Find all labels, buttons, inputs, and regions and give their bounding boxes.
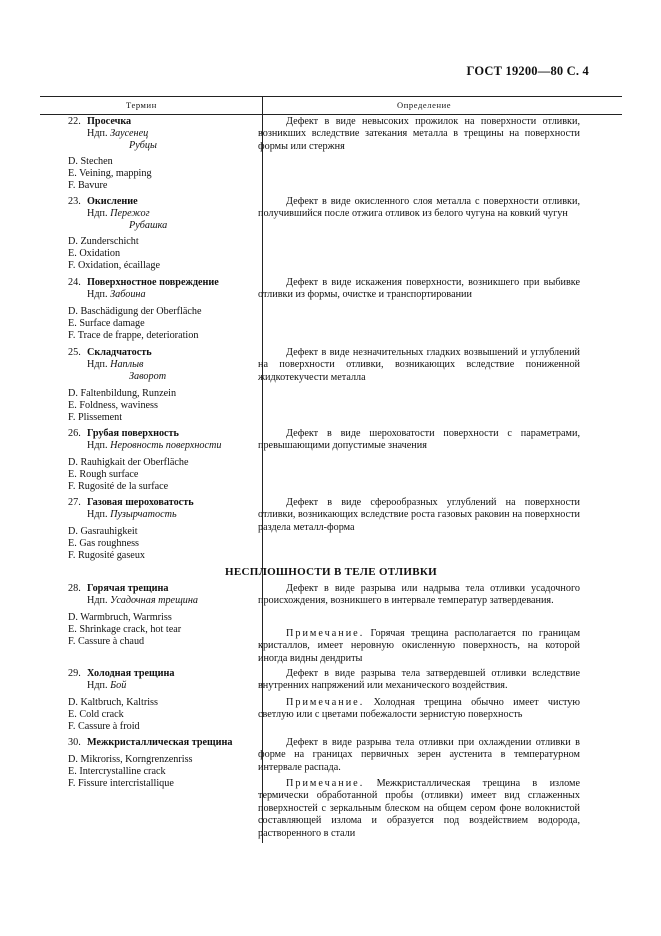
np-term: Неровность поверхности [110,439,222,451]
term-number: 28. [68,583,81,594]
term-name: Газовая шероховатость [87,497,194,508]
column-header-definition: Определение [397,100,452,110]
term-22 [68,116,258,151]
foreign-22 [68,156,258,191]
foreign-27 [68,526,258,561]
note-28 [258,628,580,665]
foreign-23 [68,236,258,271]
note-text: Горячая трещина располагается по границам кристаллов, имеет неровную окисленную поверхность, на которой иногда видны дендриты [258,628,581,664]
page-header: ГОСТ 19200—80 С. 4 [466,64,589,78]
term-26 [68,428,258,452]
term-name: Поверхностное повреждение [87,277,219,288]
note-label: Примечание. [286,697,365,708]
term-name: Холодная трещина [87,668,175,679]
np-term: Пережог [110,207,150,219]
np-term: Усадочная трещина [110,594,198,606]
definition-23: Дефект в виде окисленного слоя металла с поверхности отливки, получившийся после отжига отливок из белого чугуна на ковкий чугун [258,196,580,220]
note-label: Примечание. [286,628,365,639]
term-de: D. Gasrauhigkeit [68,526,138,537]
term-fr: F. Rugosité de la surface [68,480,169,492]
np-term-alt: Рубашка [129,219,168,231]
term-fr: F. Plissement [68,411,123,423]
foreign-29 [68,697,258,732]
note-30 [258,778,580,840]
term-name: Горячая трещина [87,583,169,594]
term-23 [68,196,258,231]
np-label: Ндп. [87,288,108,300]
term-name: Просечка [87,116,132,127]
term-fr: F. Rugosité gaseux [68,549,146,561]
definition-27: Дефект в виде сферообразных углублений на поверхности отливки, возникающих вследствие роста газовых раковин на поверхности раздела металл-форма [258,497,580,533]
term-fr: F. Cassure à froid [68,720,140,732]
term-number: 26. [68,428,81,439]
term-25 [68,347,258,382]
term-en: E. Surface damage [68,317,145,329]
column-header-term: Термин [126,100,157,110]
term-fr: F. Bavure [68,179,108,191]
np-label: Ндп. [87,207,108,219]
np-term: Наплыв [110,358,144,370]
definition-22: Дефект в виде невысоких прожилок на поверхности отливки, возникших вследствие затекания металла в трещины на поверхности формы или стержня [258,116,580,152]
term-de: D. Mikroriss, Korngrenzenriss [68,754,193,765]
term-name: Грубая поверхность [87,428,179,439]
term-de: D. Baschädigung der Oberfläche [68,306,202,317]
np-term: Заусенец [110,127,149,139]
term-number: 22. [68,116,81,127]
term-28 [68,583,258,607]
term-number: 30. [68,737,81,748]
term-de: D. Warmbruch, Warmriss [68,612,172,623]
note-text: Холодная трещина обычно имеет чистую светлую или с цветами побежалости зернистую поверхность [258,697,581,721]
definition-26: Дефект в виде шероховатости поверхности с параметрами, превышающими допустимые значения [258,428,580,452]
table-column-headers [40,96,622,115]
np-term-alt: Рубцы [129,139,157,151]
term-en: E. Cold crack [68,708,124,720]
definition-29: Дефект в виде разрыва тела затвердевшей отливки вследствие внутренних напряжений или механического воздействия. [258,668,580,692]
np-label: Ндп. [87,439,108,451]
term-30 [68,737,258,749]
term-de: D. Kaltbruch, Kaltriss [68,697,158,708]
term-de: D. Faltenbildung, Runzein [68,388,177,399]
term-en: E. Gas roughness [68,537,140,549]
term-name: Межкристаллическая трещина [87,737,233,748]
term-en: E. Oxidation [68,247,121,259]
np-label: Ндп. [87,679,108,691]
term-number: 29. [68,668,81,679]
term-number: 23. [68,196,81,207]
np-label: Ндп. [87,358,108,370]
np-term-alt: Заворот [129,370,167,382]
term-en: E. Veining, mapping [68,167,152,179]
definition-30: Дефект в виде разрыва тела отливки при охлаждении отливки в форме на границах первичных зерен аустенита в температурном интервале распада. [258,737,580,773]
term-name: Окисление [87,196,138,207]
term-number: 27. [68,497,81,508]
term-number: 24. [68,277,81,288]
definition-28: Дефект в виде разрыва или надрыва тела отливки усадочного происхождения, возникшего в интервале температур затвердевания. [258,583,580,607]
term-fr: F. Oxidation, écaillage [68,259,160,271]
term-de: D. Rauhigkait der Oberfläche [68,457,189,468]
term-en: E. Rough surface [68,468,139,480]
definition-25: Дефект в виде незначительных гладких возвышений и углублений на поверхности отливки, возникающих вследствие пониженной жидкотекучести металла [258,347,580,383]
foreign-25 [68,388,258,423]
column-divider-head [262,96,263,113]
term-24 [68,277,258,301]
np-label: Ндп. [87,127,108,139]
term-27 [68,497,258,521]
foreign-26 [68,457,258,492]
foreign-30 [68,754,258,789]
note-label: Примечание. [286,778,365,789]
term-29 [68,668,258,692]
term-fr: F. Fissure intercristallique [68,777,174,789]
foreign-28 [68,612,258,647]
term-de: D. Stechen [68,156,113,167]
term-en: E. Intercrystalline crack [68,765,166,777]
note-29 [258,697,580,722]
term-name: Складчатость [87,347,152,358]
term-fr: F. Trace de frappe, deterioration [68,329,199,341]
note-text: Межкристаллическая трещина в изломе термически обработанной пробы (отливки) имеет вид сглаженных поверхностей с зеркальным блеском на общем сером фоне волокнистой составляющей излома и образуется под воздействием водорода, растворенного в стали [258,778,580,839]
term-fr: F. Cassure à chaud [68,635,145,647]
column-divider [262,113,263,843]
term-number: 25. [68,347,81,358]
np-term: Пузырчатость [110,508,177,520]
np-label: Ндп. [87,594,108,606]
definition-24: Дефект в виде искажения поверхности, возникшего при выбивке отливки из формы, очистке и транспортировании [258,277,580,301]
foreign-24 [68,306,258,341]
section-title: НЕСПЛОШНОСТИ В ТЕЛЕ ОТЛИВКИ [224,566,438,578]
np-term: Бой [110,679,127,691]
term-en: E. Shrinkage crack, hot tear [68,623,182,635]
term-en: E. Foldness, waviness [68,399,158,411]
np-term: Забоина [110,288,146,300]
term-de: D. Zunderschicht [68,236,139,247]
np-label: Ндп. [87,508,108,520]
